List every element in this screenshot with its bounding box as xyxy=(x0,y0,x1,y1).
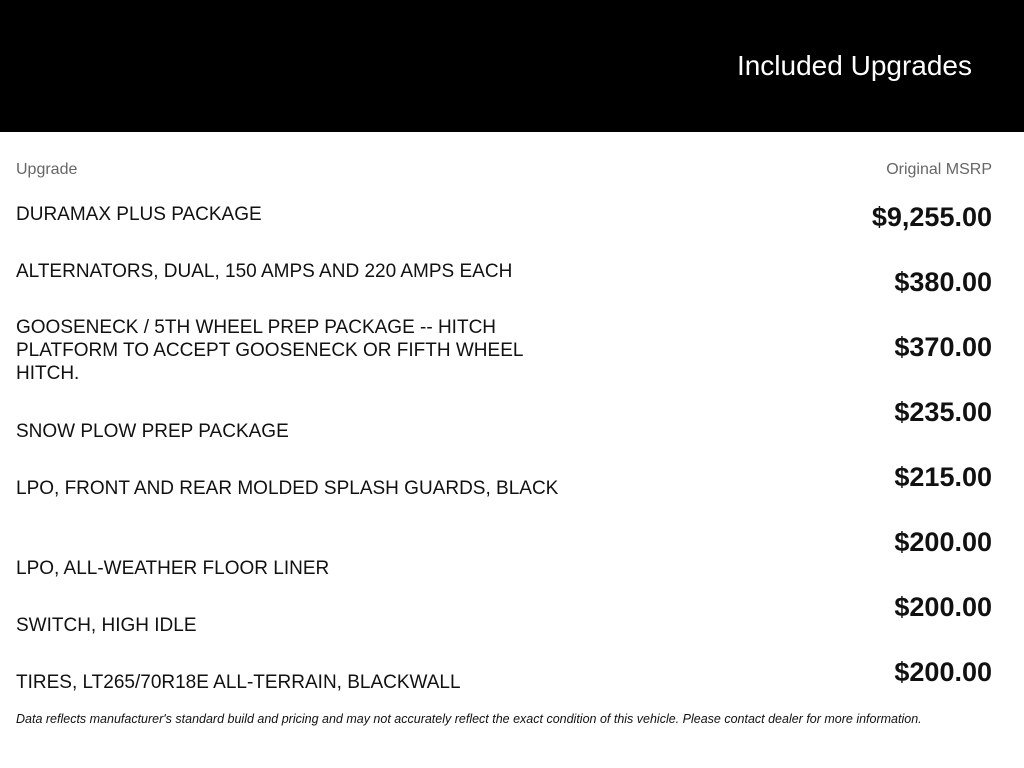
header-banner xyxy=(0,0,1024,132)
upgrade-name: SWITCH, HIGH IDLE xyxy=(16,615,197,636)
upgrade-price: $200.00 xyxy=(894,592,992,622)
upgrade-name: DURAMAX PLUS PACKAGE xyxy=(16,204,262,225)
upgrade-name: ALTERNATORS, DUAL, 150 AMPS AND 220 AMPS EACH xyxy=(16,261,513,282)
upgrade-price: $9,255.00 xyxy=(871,202,992,232)
upgrade-name: TIRES, LT265/70R18E ALL-TERRAIN, BLACKWALL xyxy=(16,672,461,693)
column-header-upgrade: Upgrade xyxy=(16,161,78,178)
disclaimer-text: Data reflects manufacturer's standard build and pricing and may not accurately reflect the exact condition of this vehicle. Please contact dealer for more information. xyxy=(16,712,922,726)
upgrade-name: LPO, ALL-WEATHER FLOOR LINER xyxy=(16,558,330,579)
upgrade-price: $215.00 xyxy=(894,462,992,492)
upgrade-name: LPO, FRONT AND REAR MOLDED SPLASH GUARDS, BLACK xyxy=(16,478,559,499)
upgrade-price: $370.00 xyxy=(894,332,992,362)
upgrade-price: $200.00 xyxy=(894,527,992,557)
upgrade-price: $235.00 xyxy=(894,397,992,427)
upgrade-name: SNOW PLOW PREP PACKAGE xyxy=(16,421,289,442)
upgrade-price: $380.00 xyxy=(894,267,992,297)
page-title: Included Upgrades xyxy=(736,50,972,81)
upgrade-price: $200.00 xyxy=(894,657,992,687)
upgrade-name: GOOSENECK / 5TH WHEEL PREP PACKAGE -- HITCH PLATFORM TO ACCEPT GOOSENECK OR FIFTH WHEEL HITCH. xyxy=(16,317,523,384)
column-header-msrp: Original MSRP xyxy=(886,161,992,178)
